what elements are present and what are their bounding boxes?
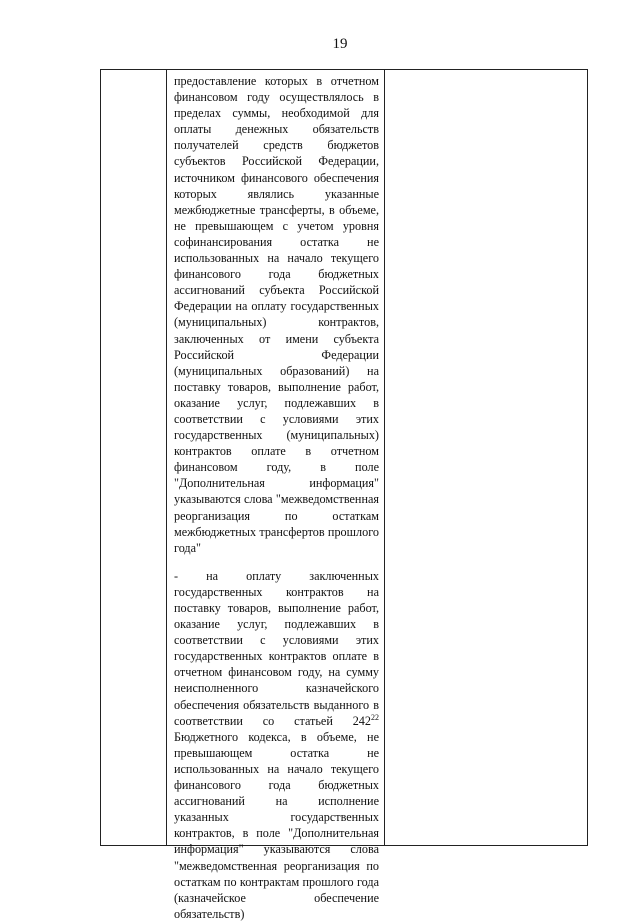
column-divider xyxy=(166,70,167,845)
table-cell-text xyxy=(174,73,379,922)
page-number: 19 xyxy=(332,36,348,52)
paragraph-text: Бюджетного кодекса, в объеме, не превышающем остатка не использованных на начало текущего финансового года бюджетных ассигнований на исполнение указанных государственных контрактов, в поле "Дополнительная информация" указываются слова "межведомственная реорганизация по остаткам по контрактам прошлого года (казначейское обеспечение обязательств) xyxy=(174,729,379,921)
column-divider xyxy=(587,70,588,845)
paragraph-text: - на оплату заключенных государственных контрактов на поставку товаров, выполнение работ, оказание услуг, подлежавших в соответствии с условиями этих государственных контрактов оплате в отчетном финансовом году, на сумму неисполненного казначейского обеспечения обязательств выданного в соответствии со статьей 242 xyxy=(174,568,379,728)
paragraph xyxy=(174,568,379,922)
column-divider xyxy=(384,70,385,845)
superscript: 22 xyxy=(371,712,379,722)
paragraph: предоставление которых в отчетном финансовом году осуществлялось в пределах суммы, необходимой для оплаты денежных обязательств получателей средств бюджетов субъектов Российской Федерации, источником финансового обеспечения которых являлись указанные межбюджетные трансферты, в объеме, не превышающем с учетом уровня софинансирования остатка не использованных на начало текущего финансового года бюджетных ассигнований субъекта Российской Федерации на оплату государственных (муниципальных) контрактов, заключенных от имени субъекта Российской Федерации (муниципальных образований) на поставку товаров, выполнение работ, оказание услуг, подлежавших в соответствии с условиями этих государственных (муниципальных) контрактов оплате в отчетном финансовом году, в поле "Дополнительная информация" указываются слова "межведомственная реорганизация по остаткам межбюджетных трансфертов прошлого года" xyxy=(174,74,379,555)
document-table xyxy=(100,69,588,921)
